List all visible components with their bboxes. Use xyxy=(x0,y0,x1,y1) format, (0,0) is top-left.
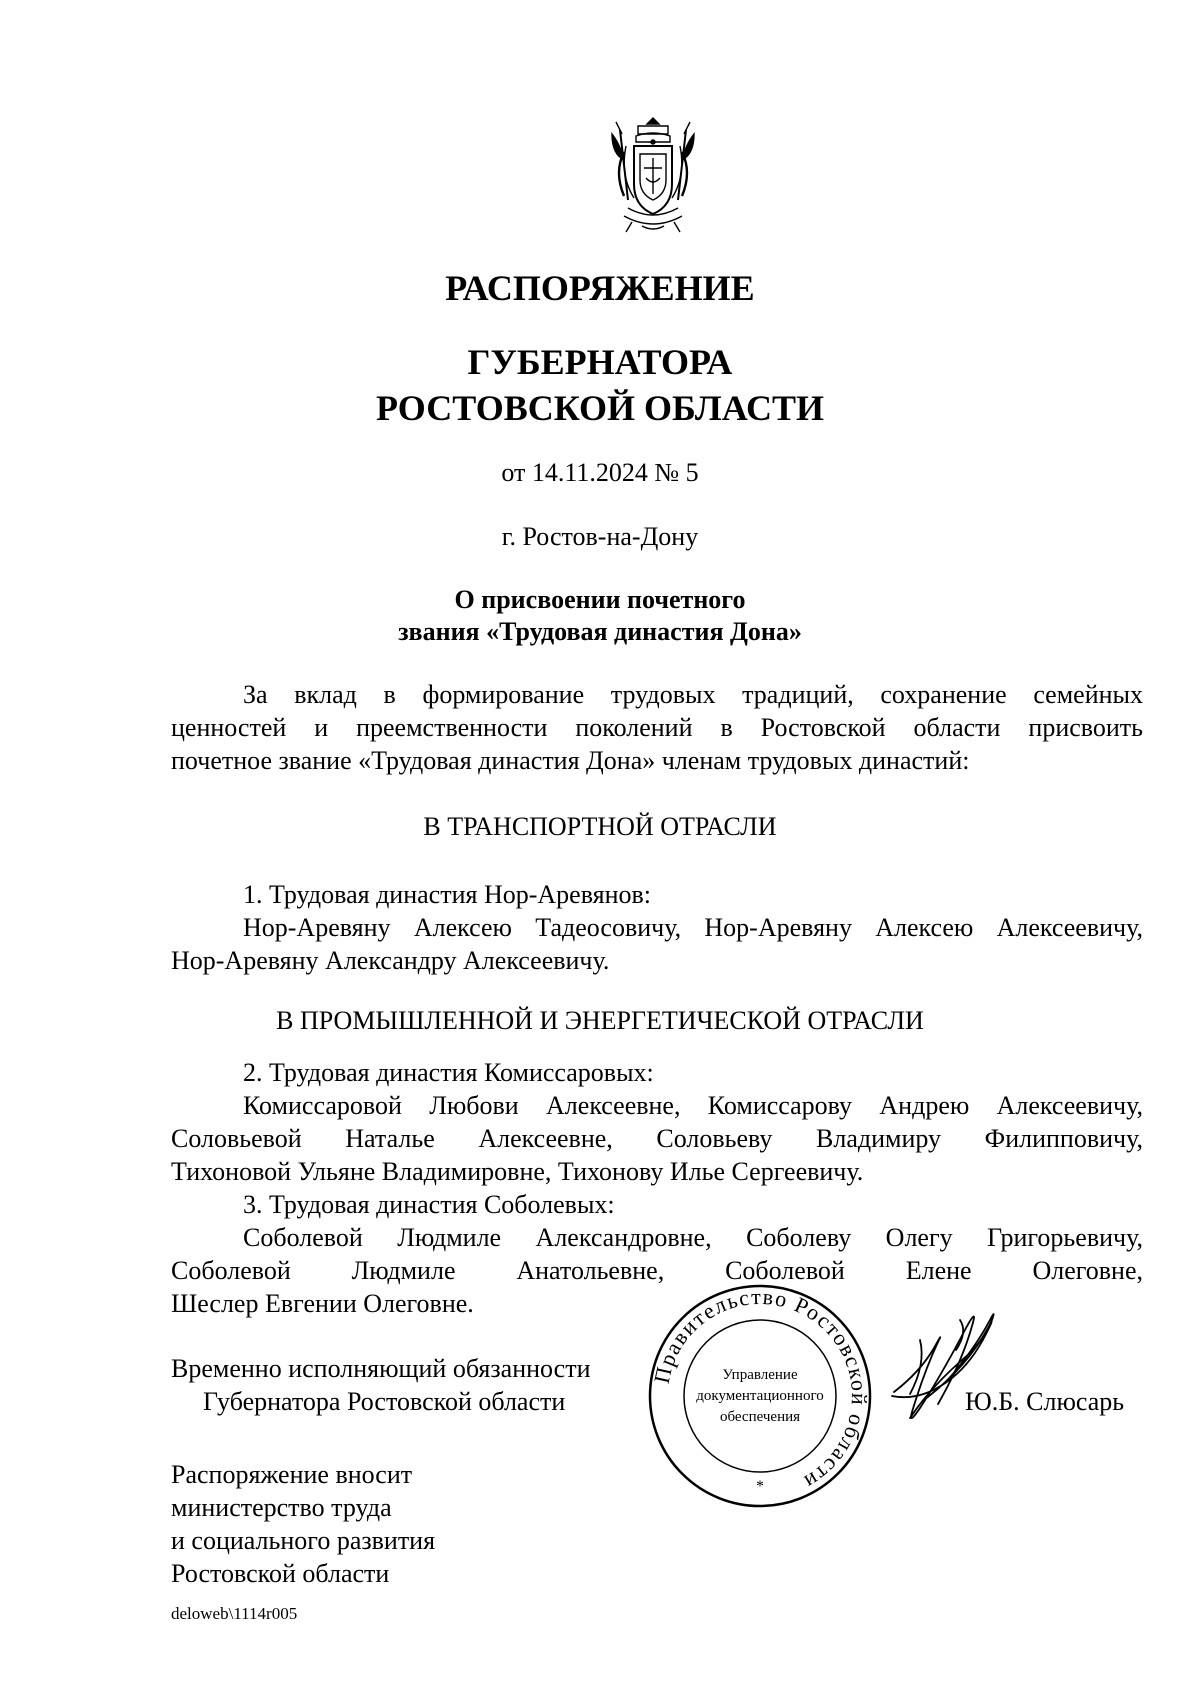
stamp-inner-line-1: Управление xyxy=(722,1367,798,1383)
stamp-star: * xyxy=(756,1478,764,1495)
official-stamp-icon xyxy=(647,1283,873,1509)
submitted-by-line-4: Ростовской области xyxy=(171,1559,390,1588)
submitted-by-line-2: министерство труда xyxy=(171,1493,392,1522)
dynasty-members-line: Соловьевой Наталье Алексеевне, Соловьеву Владимиру Филипповичу, xyxy=(171,1124,1143,1153)
signatory-position-line-1: Временно исполняющий обязанности xyxy=(171,1354,591,1383)
submitted-by-line-3: и социального развития xyxy=(171,1526,436,1555)
intro-line-2: ценностей и преемственности поколений в Ростовской области присвоить xyxy=(171,713,1143,742)
dynasty-title-3: 3. Трудовая династия Соболевых: xyxy=(243,1190,615,1219)
subject-line-2: звания «Трудовая династия Дона» xyxy=(398,617,802,646)
document-date-number: от 14.11.2024 № 5 xyxy=(501,458,699,487)
dynasty-members-line: Нор-Аревяну Алексею Тадеосовичу, Нор-Аревяну Алексею Алексеевичу, xyxy=(243,913,1143,942)
stamp-inner-line-3: обеспечения xyxy=(719,1409,801,1425)
footer-document-code: deloweb\1114r005 xyxy=(171,1604,298,1623)
dynasty-title-2: 2. Трудовая династия Комиссаровых: xyxy=(243,1058,654,1087)
document-city: г. Ростов-на-Дону xyxy=(501,522,699,551)
section-heading-industry: В ПРОМЫШЛЕННОЙ И ЭНЕРГЕТИЧЕСКОЙ ОТРАСЛИ xyxy=(276,1006,924,1035)
document-title: РАСПОРЯЖЕНИЕ xyxy=(445,268,755,308)
stamp-inner-line-2: документационного xyxy=(696,1388,824,1404)
intro-line-1: За вклад в формирование трудовых традиций, сохранение семейных xyxy=(243,680,1143,709)
authority-line-1: ГУБЕРНАТОРА xyxy=(467,342,733,382)
dynasty-members-line: Тихоновой Ульяне Владимировне, Тихонову Илье Сергеевичу. xyxy=(171,1157,864,1186)
intro-line-3: почетное звание «Трудовая династия Дона» членам трудовых династий: xyxy=(171,746,970,775)
dynasty-members-line: Шеслер Евгении Олеговне. xyxy=(171,1289,474,1318)
signatory-position-line-2: Губернатора Ростовской области xyxy=(203,1387,566,1416)
dynasty-title-1: 1. Трудовая династия Нор-Аревянов: xyxy=(243,880,652,909)
dynasty-members-line: Комиссаровой Любови Алексеевне, Комиссарову Андрею Алексеевичу, xyxy=(243,1091,1143,1120)
dynasty-members-line: Соболевой Людмиле Анатольевне, Соболевой Елене Олеговне, xyxy=(171,1256,1143,1285)
authority-line-2: РОСТОВСКОЙ ОБЛАСТИ xyxy=(376,388,824,428)
dynasty-members-line: Соболевой Людмиле Александровне, Соболеву Олегу Григорьевичу, xyxy=(243,1223,1143,1252)
dynasty-members-line: Нор-Аревяну Александру Алексеевичу. xyxy=(171,946,610,975)
section-heading-transport: В ТРАНСПОРТНОЙ ОТРАСЛИ xyxy=(423,812,777,841)
handwritten-signature-icon xyxy=(880,1300,1020,1440)
coat-of-arms-icon xyxy=(598,112,708,242)
signatory-name: Ю.Б. Слюсарь xyxy=(965,1387,1125,1416)
submitted-by-line-1: Распоряжение вносит xyxy=(171,1460,413,1489)
subject-line-1: О присвоении почетного xyxy=(454,585,746,614)
stamp-ring-text: Правительство Ростовской области xyxy=(648,1283,873,1496)
